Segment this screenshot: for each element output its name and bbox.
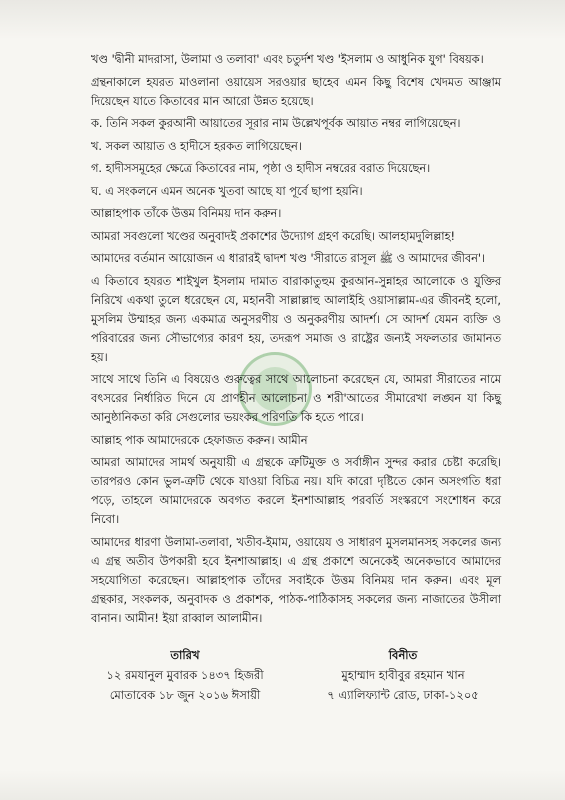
paragraph-compilation-service: গ্রন্থনাকালে হযরত মাওলানা ওয়ায়েস সরওয়ার ছাহেব এমন কিছু বিশেষ খেদমত আঞ্জাম দিয়েছেন যাতে কিতাবের মান আরো উন্নত হয়েছে। (91, 75, 501, 108)
paragraph-corrections: আমরা আমাদের সামর্থ অনুযায়ী এ গ্রন্থকে ত্রুটিমুক্ত ও সর্বাঙ্গীন সুন্দর করার চেষ্টা করেছি। তারপরও কোন ভুল-ত্রুটি থেকে যাওয়া বিচিত্র নয়। যদি কারো দৃষ্টিতে কোন অসংগতি ধরা পড়ে, তাহলে আমাদেরকে অবগত করলে ইনশাআল্লাহ পরবর্তি সংস্করণে সংশোধন করে নিবো। (91, 456, 501, 526)
paragraph-point-kha: খ. সকল আয়াত ও হাদীসে হরকত লাগিয়েছেন। (91, 139, 302, 153)
author-address: ৭ এ্যালিফ্যান্ট রোড, ঢাকা-১২০৫ (327, 688, 479, 702)
paragraph-closing: আমাদের ধারণা উলামা-তলাবা, খতীব-ইমাম, ওয়ায়েয ও সাধারণ মুসলমানসহ সকলের জন্য এ গ্রন্থ অতীব উপকারী হবে ইনশাআল্লাহ। এ গ্রন্থ প্রকাশে অনেকেই অনেকভাবে আমাদের সহযোগিতা করেছেন। আল্লাহপাক তাঁদের সবাইকে উত্তম বিনিময় দান করুন। এবং মূল গ্রন্থকার, সংকলক, অনুবাদক ও প্রকাশক, পাঠক-পাঠিকাসহ সকলের জন্য নাজাতের উসীলা বানান। আমীন! ইয়া রাব্বাল আলামীন। (91, 535, 501, 625)
paragraph-seerah-discussion: সাথে সাথে তিনি এ বিষয়েও গুরুত্বের সাথে আলোচনা করেছেন যে, আমরা সীরাতের নামে বৎসরের নির্ধারিত দিনে যে প্রাণহীন আলোচনা ও শরী'আতের সীমারেখা লঙ্ঘন যা কিছু আনুষ্ঠানিকতা করি সেগুলোর ভয়ংকর পরিণতি কি হতে পারে। (91, 373, 501, 424)
date-heading: তারিখ (170, 648, 200, 662)
paragraph-protection-dua: আল্লাহ পাক আমাদেরকে হেফাজত করুন। আমীন (91, 433, 308, 447)
paragraph-dua: আল্লাহপাক তাঁকে উত্তম বিনিময় দান করুন। (91, 207, 282, 220)
paragraph-point-ga: গ. হাদীসসমূহের ক্ষেত্রে কিতাবের নাম, পৃষ্ঠা ও হাদীস নম্বরের বরাত দিয়েছেন। (91, 162, 431, 175)
gregorian-date: মোতাবেক ১৮ জুন ২০১৬ ঈসায়ী (109, 688, 261, 702)
paragraph-book-summary: এ কিতাবে হযরত শাইখুল ইসলাম দামাত বারাকাতুহুম কুরআন-সুন্নাহর আলোকে ও যুক্তির নিরিখে একথা তুলে ধরেছেন যে, মহানবী সাল্লাল্লাহু আলাইহি ওয়াসাল্লাম-এর জীবনই হলো, মুসলিম উম্মাহর জন্য একমাত্র অনুসরণীয় ও অনুকরণীয় আদর্শ। সে আদর্শ যেমন ব্যক্তি ও পরিবারের জন্য সৌভাগ্যের কারণ হয়, তদরূপ সমাজ ও রাষ্ট্রের জন্যই সফলতার জামানত হয়। (91, 274, 501, 364)
hijri-date: ১২ রমযানুল মুবারক ১৪৩৭ হিজরী (106, 668, 264, 682)
author-heading: বিনীত (388, 648, 418, 662)
signature-date-block (80, 645, 290, 705)
paragraph-current-volume: আমাদের বর্তমান আয়োজন এ ধারারই দ্বাদশ খণ্ড 'সীরাতে রাসূল ﷺ ও আমাদের জীবন'। (91, 252, 486, 265)
signature-author-block (298, 645, 508, 705)
document-body (91, 50, 501, 631)
paragraph-point-ka: ক. তিনি সকল কুরআনী আয়াতের সূরার নাম উল্লেখপূর্বক আয়াত নম্বর লাগিয়েছেন। (91, 117, 461, 130)
paragraph-volume-topics: খণ্ড 'দ্বীনী মাদরাসা, উলামা ও তলাবা' এবং চতুর্দশ খণ্ড 'ইসলাম ও আধুনিক যুগ' বিষয়ক। (91, 53, 484, 66)
paragraph-translation-initiative: আমরা সবগুলো খণ্ডের অনুবাদই প্রকাশের উদ্যোগ গ্রহণ করেছি। আলহামদুলিল্লাহ! (91, 229, 456, 243)
scan-shadow-top (0, 0, 565, 40)
author-name: মুহাম্মাদ হাবীবুর রহমান খান (341, 668, 465, 682)
scan-shadow-bottom (0, 770, 565, 800)
paragraph-point-gha: ঘ. এ সংকলনে এমন অনেক খুতবা আছে যা পূর্বে ছাপা হয়নি। (91, 184, 363, 198)
